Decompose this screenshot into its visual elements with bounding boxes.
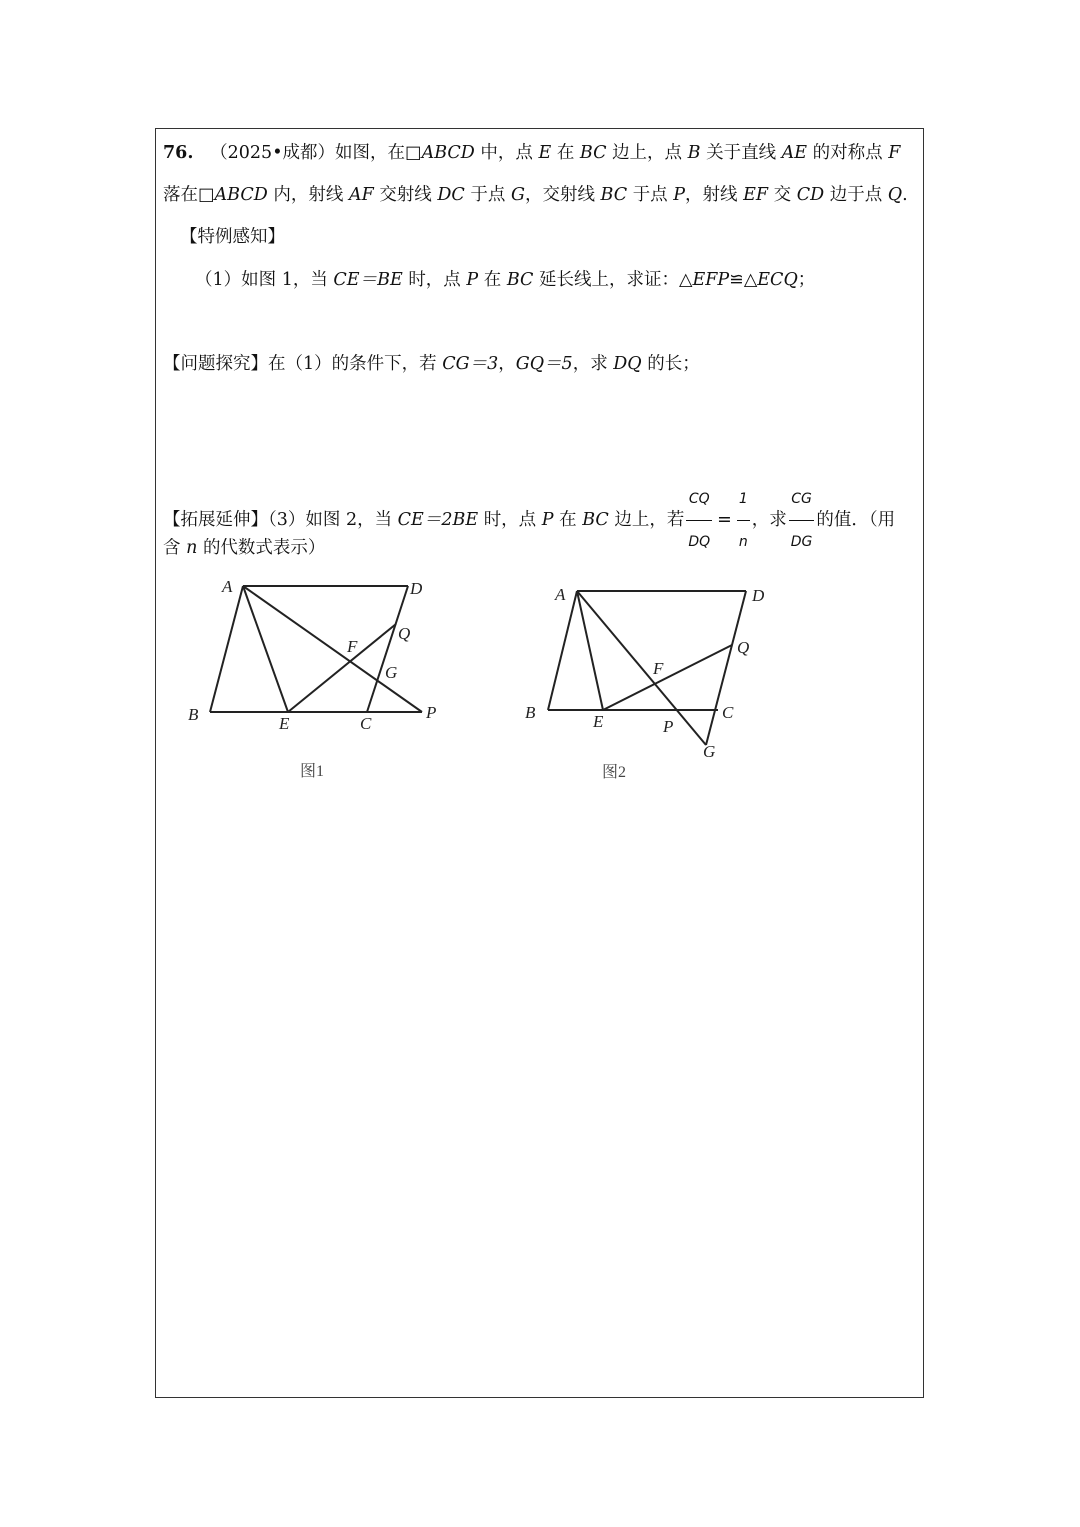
- label-g: G: [703, 742, 716, 761]
- label-c: C: [722, 703, 734, 722]
- figure-1: [180, 570, 460, 785]
- question-3-continued: 含 n 的代数式表示）: [163, 538, 326, 558]
- fraction-cg-dg: $\frac{CG}{DG}$: [789, 480, 815, 561]
- fraction-1-n: $\frac{1}{n}$: [737, 480, 750, 561]
- label-q: Q: [398, 624, 411, 643]
- problem-line-1: 76. （2025•成都）如图，在□ABCD 中，点 E 在 BC 边上，点 B 关于直线 AE 的对称点 F: [163, 143, 901, 163]
- parallelogram-icon: □: [198, 185, 215, 205]
- label-f: F: [653, 659, 664, 678]
- question-1: （1）如图 1，当 CE＝BE 时，点 P 在 BC 延长线上，求证：△EFP≌△ECQ；: [195, 270, 816, 290]
- segment-dc: [367, 586, 411, 712]
- segment-ab: [210, 586, 243, 712]
- fraction-cq-dq: $\frac{CQ}{DQ}$: [686, 480, 712, 561]
- segment-ab: [548, 591, 577, 710]
- label-e: E: [593, 712, 604, 731]
- ray-ap: [243, 586, 422, 712]
- label-b: B: [188, 705, 199, 724]
- label-d: D: [752, 586, 765, 605]
- label-b: B: [525, 703, 536, 722]
- label-a: A: [222, 577, 233, 596]
- label-d: D: [410, 579, 423, 598]
- label-g: G: [385, 663, 398, 682]
- section-heading-special-case: 【特例感知】: [180, 227, 285, 247]
- problem-line-2: 落在□ABCD 内，射线 AF 交射线 DC 于点 G，交射线 BC 于点 P，射线 EF 交 CD 边于点 Q.: [163, 185, 908, 205]
- section-heading-extension: 【拓展延伸】: [163, 510, 268, 530]
- question-3: 【拓展延伸】（3）如图 2，当 CE＝2BE 时，点 P 在 BC 边上，若 $\frac{CQ}{DQ}$ = $\frac{1}{n}$ ，求 $\frac{CG}{DG}$ 的值．（用: [163, 480, 895, 561]
- figure-1-caption: 图1: [300, 763, 325, 780]
- section-heading-exploration: 【问题探究】: [163, 354, 268, 374]
- label-f: F: [347, 637, 358, 656]
- segment-ae: [243, 586, 288, 712]
- label-p: P: [426, 703, 437, 722]
- label-q: Q: [737, 638, 750, 657]
- label-c: C: [360, 714, 372, 733]
- label-e: E: [279, 714, 290, 733]
- question-2: 【问题探究】在（1）的条件下，若 CG＝3，GQ＝5，求 DQ 的长；: [163, 354, 700, 374]
- label-p: P: [663, 717, 674, 736]
- parallelogram-icon: □: [405, 143, 422, 163]
- figure-2-caption: 图2: [602, 764, 627, 781]
- label-a: A: [555, 585, 566, 604]
- figure-2: [515, 575, 785, 790]
- segment-ae: [577, 591, 603, 710]
- problem-number: 76.: [163, 143, 194, 163]
- segment-eq: [288, 624, 396, 712]
- problem-source: （2025•成都）: [210, 143, 336, 163]
